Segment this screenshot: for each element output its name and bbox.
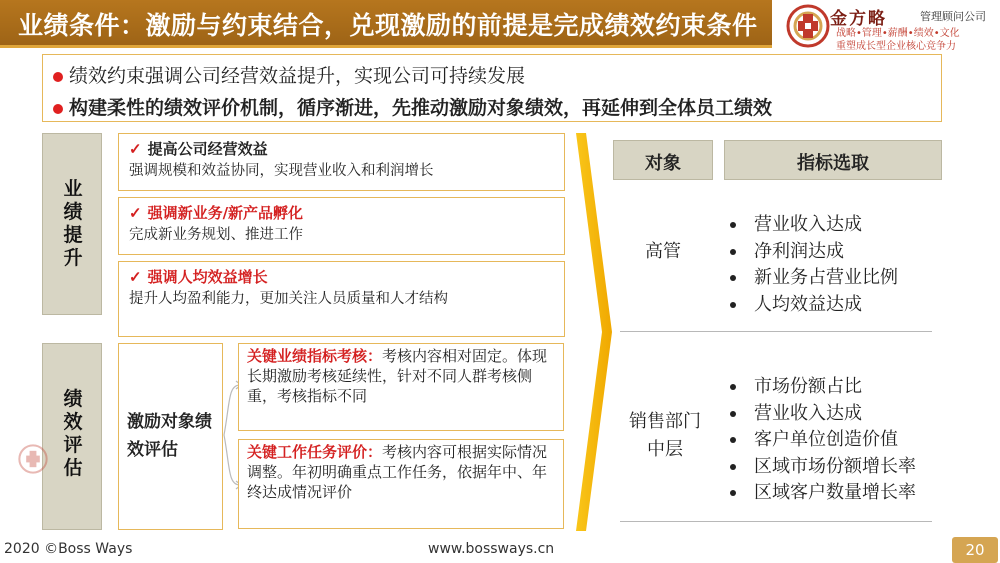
bullet-icon xyxy=(730,411,736,417)
logo-company-type: 管理顾问公司 xyxy=(920,10,986,23)
side-label-performance xyxy=(42,133,102,315)
bullet-icon xyxy=(730,249,736,255)
bullet-icon xyxy=(730,384,736,390)
bullet-icon xyxy=(730,302,736,308)
list-item xyxy=(730,265,898,292)
task-evaluation-text xyxy=(247,442,561,502)
list-item xyxy=(730,212,898,239)
bullet-icon xyxy=(53,104,63,114)
performance-item-title xyxy=(129,266,268,287)
performance-item xyxy=(118,261,565,337)
evaluation-target-label: 激励对象绩效评估 xyxy=(127,412,212,460)
list-item xyxy=(730,292,898,319)
indicator-list xyxy=(730,374,916,507)
logo-slogan: 重塑成长型企业核心竞争力 xyxy=(836,41,956,52)
indicator-text: 人均效益达成 xyxy=(754,293,862,315)
logo-brand: 金方略 xyxy=(830,9,887,29)
bullet-icon xyxy=(730,437,736,443)
side-label-char: 效 xyxy=(63,411,83,433)
logo-services: 战略•管理•薪酬•绩效•文化 xyxy=(836,28,960,39)
performance-item-title xyxy=(129,202,303,223)
bullet-icon xyxy=(730,490,736,496)
check-icon: ✓ xyxy=(129,268,142,286)
indicator-text: 净利润达成 xyxy=(754,240,844,262)
goals-box xyxy=(42,54,942,122)
indicator-text: 区域市场份额增长率 xyxy=(754,455,916,477)
indicator-text: 营业收入达成 xyxy=(754,402,862,424)
list-item xyxy=(730,374,916,401)
performance-item-title-text: 强调新业务/新产品孵化 xyxy=(147,204,304,222)
task-evaluation-desc: 考核内容可根据实际情况调整。年初明确重点工作任务，依据年中、年终达成情况评价 xyxy=(247,443,548,501)
task-evaluation-box xyxy=(238,439,564,529)
performance-item-body: 完成新业务规划、推进工作 xyxy=(129,227,303,243)
title-bar xyxy=(0,0,772,48)
indicator-text: 营业收入达成 xyxy=(754,214,862,235)
kpi-assessment-text xyxy=(247,346,561,406)
company-logo xyxy=(780,0,1000,52)
goal-text: 绩效约束强调公司经营效益提升，实现公司可持续发展 xyxy=(69,65,526,87)
list-item xyxy=(730,401,916,428)
footer-copyright: 2020 ©Boss Ways xyxy=(4,541,133,557)
side-label-char: 提 xyxy=(63,224,83,246)
performance-item-body: 强调规模和效益协同，实现营业收入和利润增长 xyxy=(129,163,434,179)
slide-title: 业绩条件：激励与约束结合，兑现激励的前提是完成绩效约束条件 xyxy=(18,11,758,40)
column-header-text: 对象 xyxy=(645,153,681,174)
performance-item xyxy=(118,133,565,191)
performance-item-title-text: 强调人均效益增长 xyxy=(147,268,268,286)
list-item xyxy=(730,480,916,507)
list-item xyxy=(730,427,916,454)
performance-item-body: 提升人均盈利能力，更加关注人员质量和人才结构 xyxy=(129,291,448,307)
performance-item-title-text: 提高公司经营效益 xyxy=(147,140,268,158)
bullet-icon xyxy=(730,275,736,281)
check-icon: ✓ xyxy=(129,140,142,158)
check-icon: ✓ xyxy=(129,204,142,222)
indicator-list xyxy=(730,212,898,318)
evaluation-target-box xyxy=(118,343,223,530)
row-object-label: 高管 xyxy=(645,241,681,262)
list-item xyxy=(730,454,916,481)
side-label-char: 估 xyxy=(63,457,83,479)
indicator-text: 区域客户数量增长率 xyxy=(754,482,916,503)
logo-emblem-icon xyxy=(786,4,830,48)
row-object-label: 销售部门中层 xyxy=(629,411,701,460)
column-header-text: 指标选取 xyxy=(797,153,869,174)
goal-item-1 xyxy=(53,61,525,88)
kpi-assessment-box xyxy=(238,343,564,431)
goal-item-2 xyxy=(53,93,772,120)
goal-text: 构建柔性的绩效评价机制，循序渐进，先推动激励对象绩效，再延伸到全体员工绩效 xyxy=(69,97,773,119)
indicator-text: 市场份额占比 xyxy=(754,376,862,397)
performance-item-title xyxy=(129,138,268,159)
column-header-indicator xyxy=(724,140,942,180)
list-item xyxy=(730,239,898,266)
side-label-char: 绩 xyxy=(63,388,83,410)
side-label-char: 绩 xyxy=(63,201,83,223)
indicator-text: 客户单位创造价值 xyxy=(754,429,898,450)
column-header-object xyxy=(613,140,713,180)
performance-item xyxy=(118,197,565,255)
side-label-char: 升 xyxy=(63,247,83,269)
side-label-evaluation xyxy=(42,343,102,530)
bullet-icon xyxy=(53,72,63,82)
side-label-char: 评 xyxy=(63,434,83,456)
kpi-assessment-label: 关键业绩指标考核： xyxy=(247,347,383,365)
page-number: 20 xyxy=(952,537,998,563)
row-divider xyxy=(620,331,932,332)
footer-url[interactable]: www.bossways.cn xyxy=(428,541,555,557)
side-label-char: 业 xyxy=(63,178,83,200)
chevron-arrow-icon xyxy=(574,133,614,531)
bullet-icon xyxy=(730,222,736,228)
task-evaluation-label: 关键工作任务评价： xyxy=(247,443,383,461)
row-divider xyxy=(620,521,932,522)
bullet-icon xyxy=(730,464,736,470)
kpi-assessment-desc: 考核内容相对固定。体现长期激励考核延续性，针对不同人群考核侧重，考核指标不同 xyxy=(247,347,548,405)
indicator-text: 新业务占营业比例 xyxy=(754,267,898,288)
watermark-logo-icon xyxy=(18,444,48,474)
